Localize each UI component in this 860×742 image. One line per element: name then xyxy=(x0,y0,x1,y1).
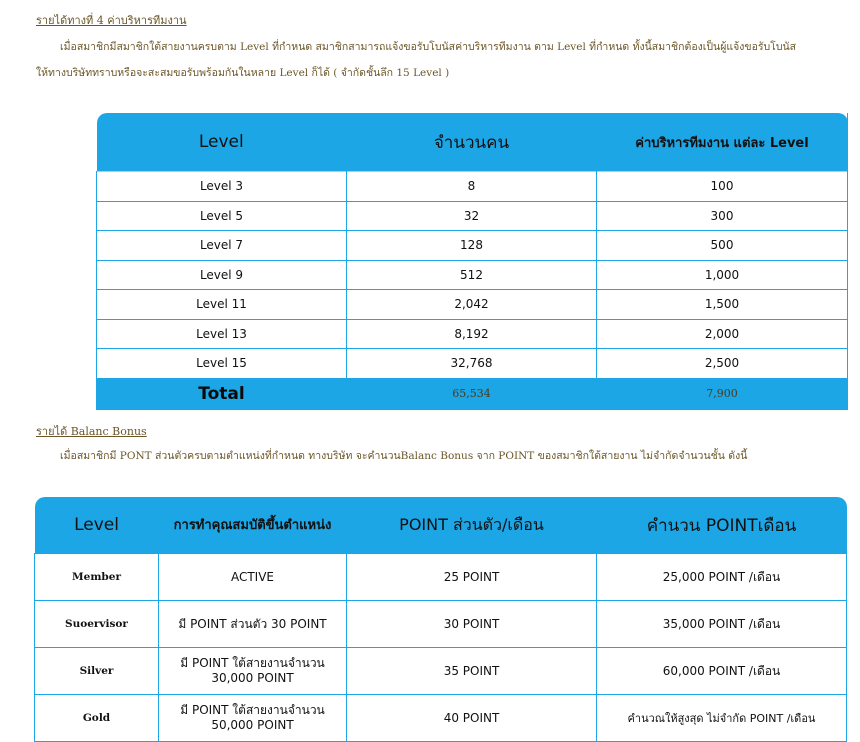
table-row xyxy=(97,319,848,349)
header-qualification: การทำคุณสมบัติขึ้นตำแหน่ง xyxy=(159,497,347,554)
table-cell: 25,000 POINT /เดือน xyxy=(597,554,847,601)
table-header-row xyxy=(35,497,847,554)
table-cell: Level 9 xyxy=(97,260,347,290)
table-row xyxy=(97,231,848,261)
table-cell: 8 xyxy=(347,172,597,202)
table-cell: 25 POINT xyxy=(347,554,597,601)
table-row xyxy=(97,290,848,320)
table-cell: Member xyxy=(35,554,159,601)
table-row xyxy=(97,349,848,379)
header-management-fee: ค่าบริหารทีมงาน แต่ละ Level xyxy=(597,113,848,172)
table-cell: Gold xyxy=(35,695,159,742)
total-row xyxy=(97,378,848,409)
table-cell: มี POINT ใต้สายงานจำนวน 50,000 POINT xyxy=(159,695,347,742)
total-value: 65,534 xyxy=(347,378,597,409)
header-level: Level xyxy=(35,497,159,554)
table-cell: 500 xyxy=(597,231,848,261)
section1-para-line1: เมื่อสมาชิกมีสมาชิกใต้สายงานครบตาม Level ที่กำหนด สมาชิกสามารถแจ้งขอรับโบนัสค่าบริหารทีมงาน ตาม Level ที่กำหนด ทั้งนี้สมาชิกต้องเป็นผู้แจ้งขอรับโบนัส xyxy=(60,41,797,53)
table-cell: 35,000 POINT /เดือน xyxy=(597,601,847,648)
table-row xyxy=(35,695,847,742)
table-cell: มี POINT ใต้สายงานจำนวน 30,000 POINT xyxy=(159,648,347,695)
table-cell: 512 xyxy=(347,260,597,290)
table-cell: 32 xyxy=(347,201,597,231)
table-row xyxy=(97,260,848,290)
table-row xyxy=(35,648,847,695)
table-cell: Silver xyxy=(35,648,159,695)
header-member-count: จำนวนคน xyxy=(347,113,597,172)
header-personal-point: POINT ส่วนตัว/เดือน xyxy=(347,497,597,554)
table-row xyxy=(35,601,847,648)
table-cell: 100 xyxy=(597,172,848,202)
table-cell: 32,768 xyxy=(347,349,597,379)
table-cell: มี POINT ส่วนตัว 30 POINT xyxy=(159,601,347,648)
total-value: 7,900 xyxy=(597,378,848,409)
section2-heading: รายได้ Balanc Bonus xyxy=(36,425,147,438)
table-cell: 128 xyxy=(347,231,597,261)
table-cell: Level 13 xyxy=(97,319,347,349)
team-management-table xyxy=(96,113,848,410)
table-cell: 8,192 xyxy=(347,319,597,349)
header-level: Level xyxy=(97,113,347,172)
table-cell: 2,042 xyxy=(347,290,597,320)
table-cell: Suoervisor xyxy=(35,601,159,648)
table-cell: 2,500 xyxy=(597,349,848,379)
table-cell: Level 11 xyxy=(97,290,347,320)
table-cell: ACTIVE xyxy=(159,554,347,601)
table-cell: Level 3 xyxy=(97,172,347,202)
header-point-calc: คำนวน POINTเดือน xyxy=(597,497,847,554)
table-row xyxy=(97,201,848,231)
table-row xyxy=(97,172,848,202)
balance-bonus-table xyxy=(34,497,847,742)
table-cell: 30 POINT xyxy=(347,601,597,648)
table-cell: Level 5 xyxy=(97,201,347,231)
section1-para-line2: ให้ทางบริษัททราบหรือจะสะสมขอรับพร้อมกันในหลาย Level ก็ได้ ( จำกัดชั้นลึก 15 Level ) xyxy=(36,67,450,79)
table-cell: 2,000 xyxy=(597,319,848,349)
table-cell: 300 xyxy=(597,201,848,231)
table-cell: คำนวณให้สูงสุด ไม่จำกัด POINT /เดือน xyxy=(597,695,847,742)
table-cell: 60,000 POINT /เดือน xyxy=(597,648,847,695)
table-cell: 1,000 xyxy=(597,260,848,290)
table-cell: 35 POINT xyxy=(347,648,597,695)
table-cell: 1,500 xyxy=(597,290,848,320)
table-cell: Level 15 xyxy=(97,349,347,379)
table-cell: Level 7 xyxy=(97,231,347,261)
table-header-row xyxy=(97,113,848,172)
section1-heading: รายได้ทางที่ 4 ค่าบริหารทีมงาน xyxy=(36,14,187,27)
section2-para: เมื่อสมาชิกมี PONT ส่วนตัวครบตามตำแหน่งที่กำหนด ทางบริษัท จะคำนวนBalanc Bonus จาก POINT ของสมาชิกใต้สายงาน ไม่จำกัดจำนวนชั้น ดังนี้ xyxy=(60,450,748,462)
total-label: Total xyxy=(97,378,347,409)
table-cell: 40 POINT xyxy=(347,695,597,742)
table-row xyxy=(35,554,847,601)
